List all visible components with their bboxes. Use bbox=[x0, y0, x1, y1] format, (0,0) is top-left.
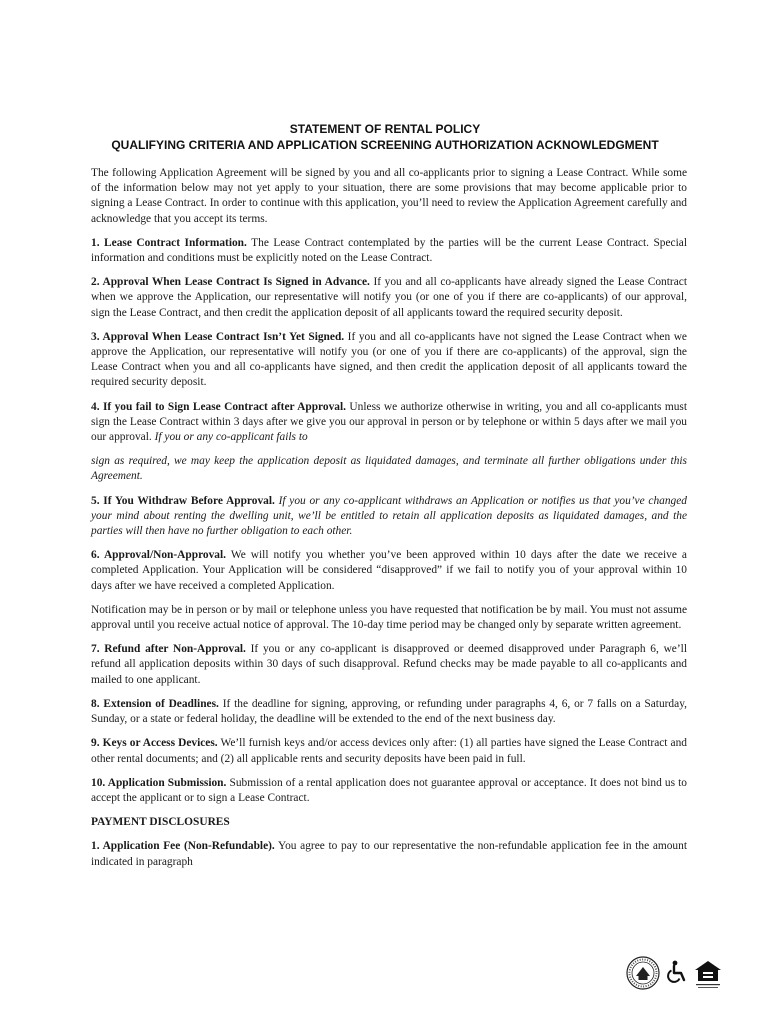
section-6: 6. Approval/Non-Approval. We will notify you whether you’ve been approved within 10 days after the date we receive a completed Application. Your Application will be considered “disapproved” if we fail to notify you of your approval within 10 days after we have received a completed Application. bbox=[91, 549, 687, 592]
section-heading: 8. Extension of Deadlines. bbox=[91, 697, 219, 710]
section-heading: 9. Keys or Access Devices. bbox=[91, 737, 218, 750]
section-4-continued: sign as required, we may keep the application deposit as liquidated damages, and terminate all further obligations under this Agreement. bbox=[91, 455, 687, 483]
section-2: 2. Approval When Lease Contract Is Signed in Advance. If you and all co-applicants have already signed the Lease Contract when we approve the Application, our representative will notify you (or one of you if there are co-applicants) of our approval, sign the Lease Contract, and then credit the application deposit of all applicants toward the required security deposit. bbox=[91, 276, 687, 319]
seal-logo bbox=[626, 956, 660, 990]
payment-section-1: 1. Application Fee (Non-Refundable). You agree to pay to our representative the non-refundable application fee in the amount indicated in paragraph bbox=[91, 840, 687, 868]
notification-paragraph: Notification may be in person or by mail or telephone unless you have requested that notification be by mail. You must not assume approval until you receive actual notice of approval. The 10-day time period may be changed only by separate written agreement. bbox=[91, 603, 687, 632]
section-1: 1. Lease Contract Information. The Lease Contract contemplated by the parties will be the current Lease Contract. Special information and conditions must be explicitly noted on the Lease Contract. bbox=[91, 236, 687, 265]
section-9: 9. Keys or Access Devices. We’ll furnish keys and/or access devices only after: (1) all parties have signed the Lease Contract and other rental documents; and (2) all applicable rents and security deposits have been paid in full. bbox=[91, 737, 687, 765]
section-7: 7. Refund after Non-Approval. If you or any co-applicant is disapproved or deemed disapproved under Paragraph 6, we’ll refund all application deposits within 30 days of such disapproval. Refund checks may be made payable to all co-applicants and mailed to one applicant. bbox=[91, 643, 687, 686]
section-heading: 10. Application Submission. bbox=[91, 776, 227, 789]
equal-housing-opportunity-icon bbox=[694, 960, 722, 990]
section-heading: 2. Approval When Lease Contract Is Signed in Advance. bbox=[91, 276, 370, 289]
section-heading: 5. If You Withdraw Before Approval. bbox=[91, 494, 275, 507]
section-8: 8. Extension of Deadlines. If the deadline for signing, approving, or refunding under paragraphs 4, 6, or 7 falls on a Saturday, Sunday, or a state or federal holiday, the deadline will be extended to the end of the next business day. bbox=[91, 697, 687, 726]
section-4: 4. If you fail to Sign Lease Contract after Approval. Unless we authorize otherwise in writing, you and all co-applicants must sign the Lease Contract within 3 days after we give you our approval in person or by telephone or within 5 days after we mail you our approval. If you or any co-applicant fails to bbox=[91, 400, 687, 444]
section-3: 3. Approval When Lease Contract Isn’t Yet Signed. If you and all co-applicants have not signed the Lease Contract when we approve the Application, our representative will notify you (or one of you if there are co-applicants) of the approval, sign the Lease Contract when you and all co-applicants have signed, and then credit the application deposit of all applicants toward the required security deposit. bbox=[91, 330, 687, 389]
wheelchair-icon bbox=[666, 960, 688, 984]
section-5: 5. If You Withdraw Before Approval. If you or any co-applicant withdraws an Application or notifies us that you’ve changed your mind about renting the dwelling unit, we’ll be entitled to retain all application deposits as liquidated damages, and the parties will then have no further obligation to each other. bbox=[91, 494, 687, 538]
document-body bbox=[91, 166, 687, 879]
section-heading: 6. Approval/Non-Approval. bbox=[91, 549, 227, 562]
section-heading: 1. Lease Contract Information. bbox=[91, 236, 247, 249]
section-heading: 7. Refund after Non-Approval. bbox=[91, 643, 246, 656]
section-heading: 1. Application Fee (Non-Refundable). bbox=[91, 840, 275, 853]
section-heading: 4. If you fail to Sign Lease Contract after Approval. bbox=[91, 400, 347, 413]
document-title: STATEMENT OF RENTAL POLICY bbox=[289, 122, 481, 136]
intro-paragraph: The following Application Agreement will be signed by you and all co-applicants prior to signing a Lease Contract. While some of the information below may not yet apply to your situation, there are some provisions that may become applicable prior to signing a Lease Contract. In order to continue with this application, you’ll need to review the Application Agreement carefully and acknowledge that you accept its terms. bbox=[91, 167, 687, 225]
footer-logos bbox=[626, 956, 726, 992]
payment-disclosures-heading: PAYMENT DISCLOSURES bbox=[91, 816, 230, 829]
document-subtitle: QUALIFYING CRITERIA AND APPLICATION SCREENING AUTHORIZATION ACKNOWLEDGMENT bbox=[111, 138, 659, 152]
section-10: 10. Application Submission. Submission of a rental application does not guarantee approval or acceptance. It does not bind us to accept the applicant or to sign a Lease Contract. bbox=[91, 776, 687, 804]
section-heading: 3. Approval When Lease Contract Isn’t Yet Signed. bbox=[91, 330, 345, 343]
